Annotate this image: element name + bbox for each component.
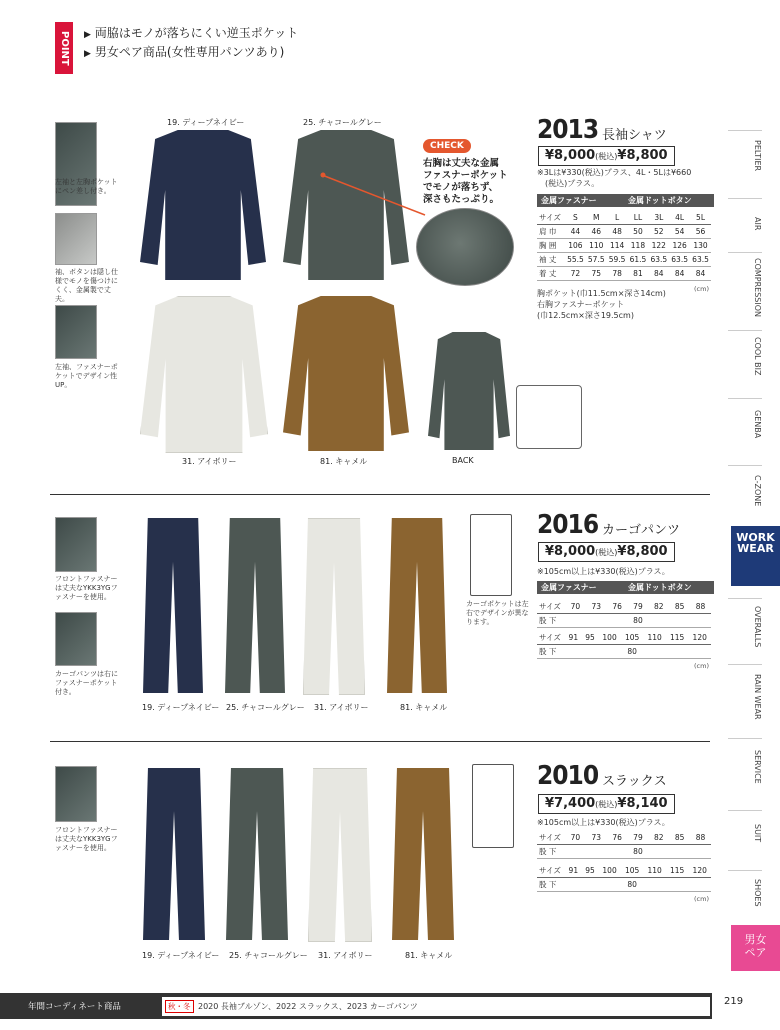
footer-left-label: 年間コーディネート商品 — [28, 1002, 121, 1012]
sidebar-item-shoes[interactable]: SHOES — [728, 870, 762, 915]
shirt-photo-ivory — [140, 296, 268, 453]
color-label-charcoal-cargo: 25. チャコールグレー — [226, 703, 305, 712]
size-table-2016-a: サイズ 70 73 76 79 82 85 88 股 下 80 — [537, 600, 711, 628]
price-2013: ¥8,000(税込)¥8,800 — [538, 146, 675, 166]
sidebar-item-rainwear[interactable]: RAIN WEAR — [728, 664, 762, 729]
caption-cuff: 袖、ボタンは隠し仕様でモノを傷つけにくく、金属製で丈夫。 — [55, 268, 118, 303]
cargo-sketch-caption: カーゴポケットは左右でデザインが異なります。 — [466, 600, 529, 626]
slacks-photo-charcoal — [226, 768, 288, 940]
point-line-1: ▶ 両脇はモノが落ちにくい逆玉ポケット — [84, 26, 299, 40]
detail-photo-sleeve-zip — [55, 305, 97, 359]
check-closeup-photo — [416, 208, 514, 286]
footer-coordinate-text: 2020 長袖ブルゾン、2022 スラックス、2023 カーゴパンツ — [198, 1002, 418, 1011]
product-number-2010: 2010 — [537, 761, 599, 791]
sidebar-item-overalls[interactable]: OVERALLS — [728, 598, 762, 655]
product-name-cargo: カーゴパンツ — [602, 523, 681, 538]
price-2016: ¥8,000(税込)¥8,800 — [538, 542, 675, 562]
detail-photo-front-zip-cargo — [55, 517, 97, 572]
color-label-camel-cargo: 81. キャメル — [400, 703, 448, 712]
detail-photo-cuff — [55, 213, 97, 265]
caption-cargo-pocket: カーゴパンツは右にファスナーポケット付き。 — [55, 670, 118, 696]
pocket-note-1: 胸ポケット(巾11.5cm×深さ14cm) — [537, 289, 666, 298]
pocket-note-2: 右胸ファスナーポケット — [537, 300, 625, 309]
size-table-2016-b: サイズ 91 95 100 105 110 115 120 股 下 80 — [537, 631, 711, 659]
color-label-navy-slacks: 19. ディープネイビー — [142, 951, 220, 960]
point-badge: POINT — [55, 22, 73, 74]
check-text: 右胸は丈夫な金属 ファスナーポケット でモノが落ちず、 深さもたっぷり。 — [423, 158, 508, 205]
sidebar-item-air[interactable]: AIR — [728, 198, 762, 249]
color-label-camel-shirt: 81. キャメル — [320, 457, 368, 466]
color-label-ivory-slacks: 31. アイボリー — [318, 951, 373, 960]
sidebar-item-suit[interactable]: SUIT — [728, 810, 762, 855]
detail-photo-cargo-pocket — [55, 612, 97, 666]
cargo-photo-charcoal — [225, 518, 285, 693]
unit-2010: (cm) — [694, 895, 709, 903]
page-number: 219 — [724, 996, 744, 1007]
size-table-2010-a: サイズ 70 73 76 79 82 85 88 股 下 80 — [537, 831, 711, 859]
slacks-photo-camel — [392, 768, 454, 940]
note-2016: ※105cm以上は¥330(税込)プラス。 — [537, 567, 670, 576]
color-label-charcoal-shirt: 25. チャコールグレー — [303, 118, 382, 127]
point-line-2: ▶ 男女ペア商品(女性専用パンツあり) — [84, 45, 285, 59]
product-number-2016: 2016 — [537, 510, 599, 540]
check-pointer-line — [320, 170, 430, 220]
price-2010: ¥7,400(税込)¥8,140 — [538, 794, 675, 814]
cargo-photo-ivory — [303, 518, 365, 695]
shirt-photo-navy — [140, 130, 266, 280]
shirt-photo-camel — [283, 296, 409, 451]
tag-metal-dot-button: 金属ドットボタン — [624, 194, 714, 207]
product-number-2013: 2013 — [537, 115, 599, 145]
color-label-navy-cargo: 19. ディープネイビー — [142, 703, 220, 712]
slacks-photo-navy — [143, 768, 205, 940]
note-2010: ※105cm以上は¥330(税込)プラス。 — [537, 818, 670, 827]
sidebar-item-czone[interactable]: C-ZONE — [728, 465, 762, 516]
slacks-photo-ivory — [308, 768, 372, 942]
shirt-back-sketch — [516, 385, 582, 449]
unit-2016: (cm) — [694, 662, 709, 670]
slacks-sketch — [472, 764, 514, 848]
color-label-ivory-shirt: 31. アイボリー — [182, 457, 237, 466]
tag-metal-zipper-cargo: 金属ファスナー — [537, 581, 624, 594]
detail-photo-front-zip-slacks — [55, 766, 97, 822]
season-badge: 秋・冬 — [165, 1000, 194, 1013]
product-name-shirt: 長袖シャツ — [602, 128, 667, 143]
color-label-charcoal-slacks: 25. チャコールグレー — [229, 951, 308, 960]
size-table-2010-b: サイズ 91 95 100 105 110 115 120 股 下 80 — [537, 864, 711, 892]
section-divider-1 — [50, 494, 710, 495]
check-badge: CHECK — [423, 139, 471, 153]
product-name-slacks: スラックス — [602, 774, 667, 789]
caption-sleeve-zip: 左袖、ファスナーポケットでデザイン性UP。 — [55, 363, 118, 389]
sidebar-item-compression[interactable]: COMPRESSION — [728, 252, 762, 323]
sidebar-item-pair[interactable]: 男女 ペア — [731, 925, 780, 971]
sidebar-item-genba[interactable]: GENBA — [728, 398, 762, 449]
unit-2013: (cm) — [694, 285, 709, 293]
color-label-ivory-cargo: 31. アイボリー — [314, 703, 369, 712]
cargo-sketch — [470, 514, 512, 596]
cargo-photo-camel — [387, 518, 447, 693]
sidebar-item-coolbiz[interactable]: COOL BIZ — [728, 330, 762, 381]
color-label-camel-slacks: 81. キャメル — [405, 951, 453, 960]
tag-metal-dot-button-cargo: 金属ドットボタン — [624, 581, 714, 594]
caption-front-zip-slacks: フロントファスナーは丈夫なYKK3YGファスナーを使用。 — [55, 826, 118, 852]
color-label-navy-shirt: 19. ディープネイビー — [167, 118, 245, 127]
sidebar-item-service[interactable]: SERVICE — [728, 738, 762, 795]
section-divider-2 — [50, 741, 710, 742]
note-2013-2: (税込)プラス。 — [545, 179, 600, 188]
back-label: BACK — [452, 456, 474, 465]
tag-metal-zipper: 金属ファスナー — [537, 194, 624, 207]
caption-pen-pocket: 左袖と左胸ポケットにペン差し付き。 — [55, 178, 118, 195]
pocket-note-3: (巾12.5cm×深さ19.5cm) — [537, 311, 634, 320]
sidebar-item-peltier[interactable]: PELTIER — [728, 130, 762, 181]
caption-front-zip-cargo: フロントファスナーは丈夫なYKK3YGファスナーを使用。 — [55, 575, 118, 601]
sidebar-item-workwear-active[interactable]: WORK WEAR — [731, 526, 780, 586]
size-table-2013: サイズ S M L LL 3L 4L 5L 肩 巾 44 46 48 50 52 54 56 胸 囲 106 110 114 118 122 126 130 袖 丈 55.5 57.5 59.5 61.5 63.5 63.5 63.5 着 丈 72 75 78 81 84 84 84 — [537, 211, 711, 281]
cargo-photo-navy — [143, 518, 203, 693]
note-2013-1: ※3Lは¥330(税込)プラス、4L・5Lは¥660 — [537, 168, 692, 177]
shirt-photo-back — [428, 332, 510, 450]
